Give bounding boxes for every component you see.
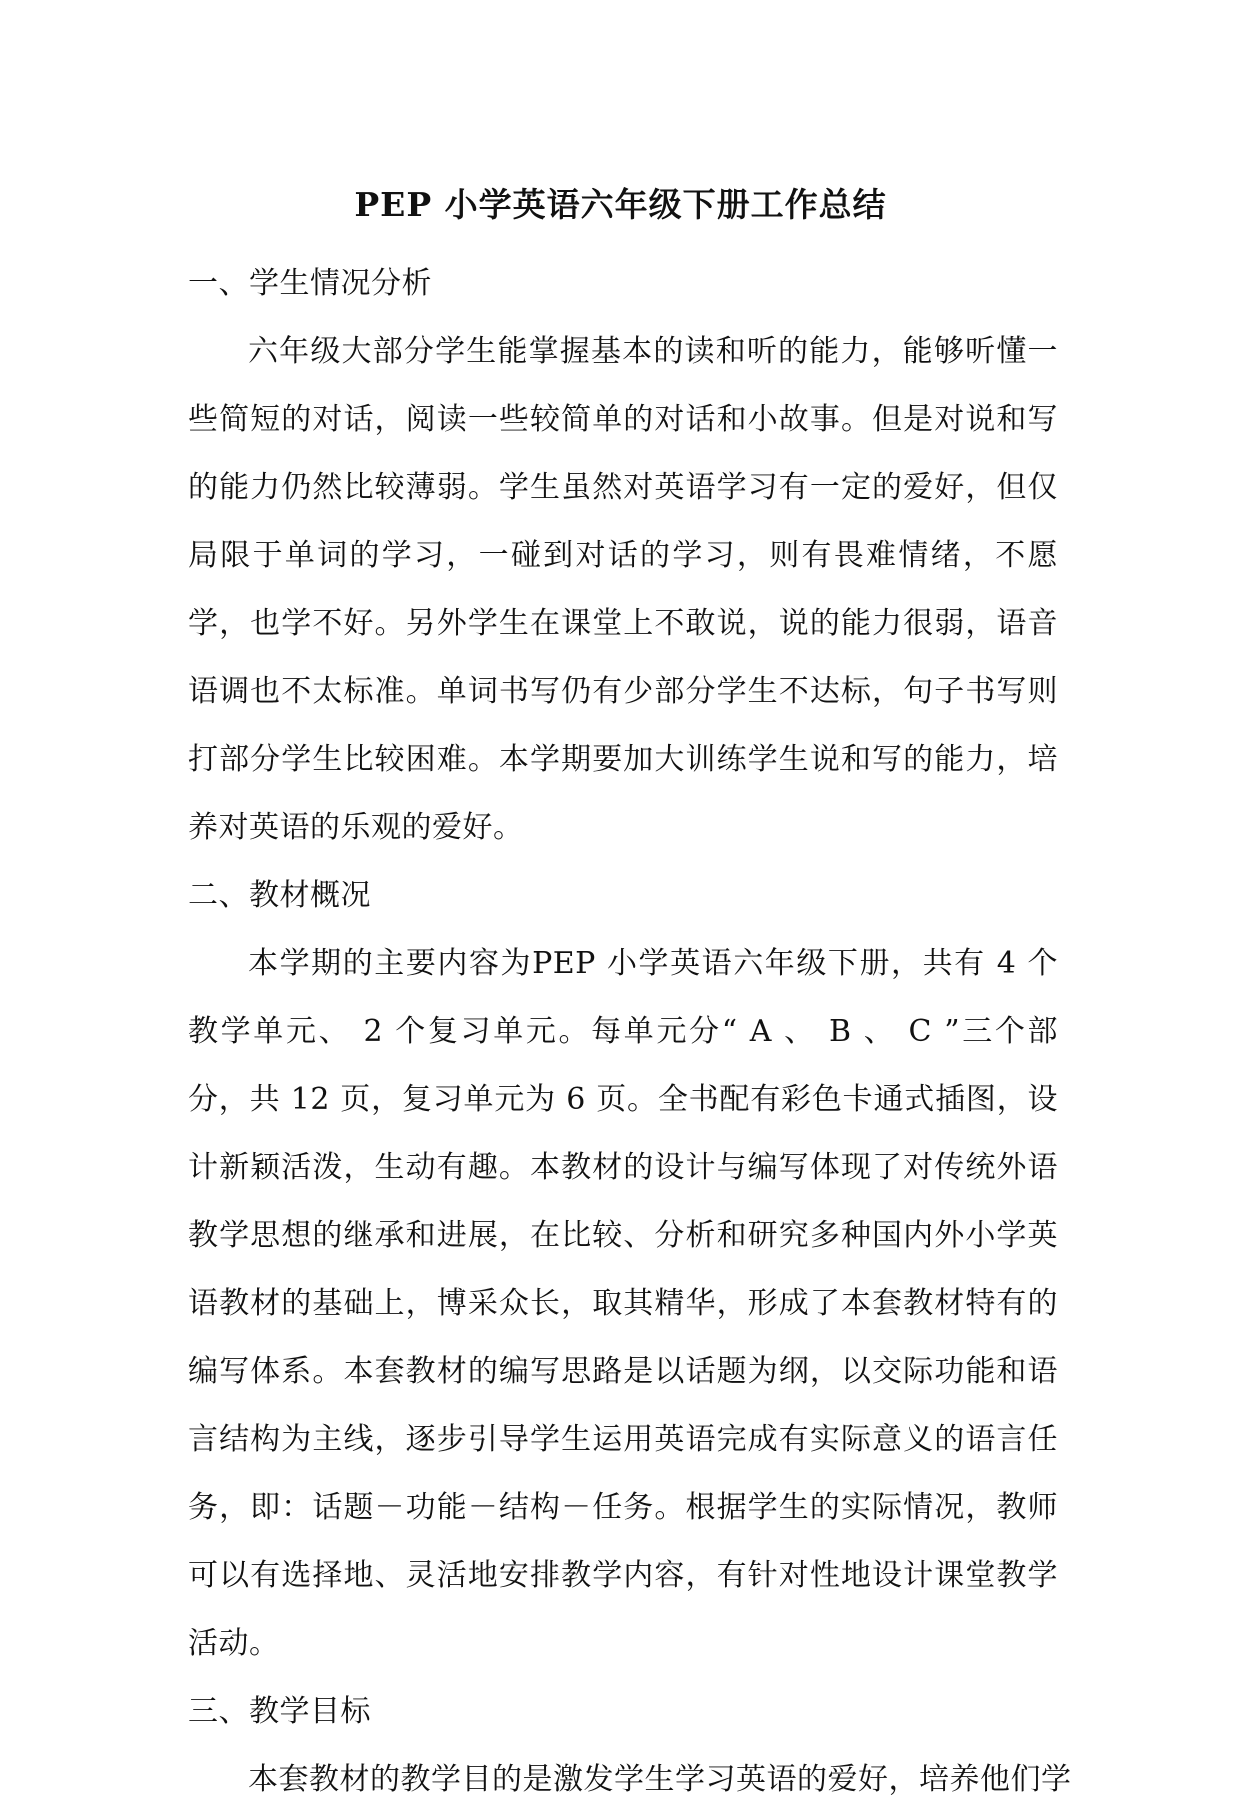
section-paragraph: 本套教材的教学目的是激发学生学习英语的爱好，培养他们学 — [248, 1762, 1072, 1797]
document-body — [188, 250, 1072, 1814]
section-heading: 一、学生情况分析 — [188, 266, 432, 301]
section-heading: 三、教学目标 — [188, 1694, 371, 1729]
section-paragraph: 六年级大部分学生能掌握基本的读和听的能力，能够听懂一些简短的对话，阅读一些较简单的对话和小故事。但是对说和写的能力仍然比较薄弱。学生虽然对英语学习有一定的爱好，但仅局限于单词的学习，一碰到对话的学习，则有畏难情绪，不愿学，也学不好。另外学生在课堂上不敢说，说的能力很弱，语音语调也不太标准。单词书写仍有少部分学生不达标，句子书写则打部分学生比较困难。本学期要加大训练学生说和写的能力，培养对英语的乐观的爱好。 — [188, 334, 1058, 845]
section-textbook-overview — [188, 862, 1058, 1678]
section-student-analysis — [188, 250, 1058, 862]
section-teaching-goals — [188, 1678, 1072, 1814]
section-heading: 二、教材概况 — [188, 878, 371, 913]
document-title: PEP 小学英语六年级下册工作总结 — [354, 185, 887, 225]
section-paragraph: 本学期的主要内容为PEP 小学英语六年级下册，共有 4 个教学单元、 2 个复习单元。每单元分“ A 、 B 、 C ”三个部分，共 12 页，复习单元为 6 页。全书配有彩色卡通式插图，设计新颖活泼，生动有趣。本教材的设计与编写体现了对传统外语教学思想的继承和进展，在比较、分析和研究多种国内外小学英语教材的基础上，博采众长，取其精华，形成了本套教材特有的编写体系。本套教材的编写思路是以话题为纲，以交际功能和语言结构为主线，逐步引导学生运用英语完成有实际意义的语言任务，即：话题－功能－结构－任务。根据学生的实际情况，教师可以有选择地、灵活地安排教学内容，有针对性地设计课堂教学活动。 — [188, 946, 1058, 1661]
